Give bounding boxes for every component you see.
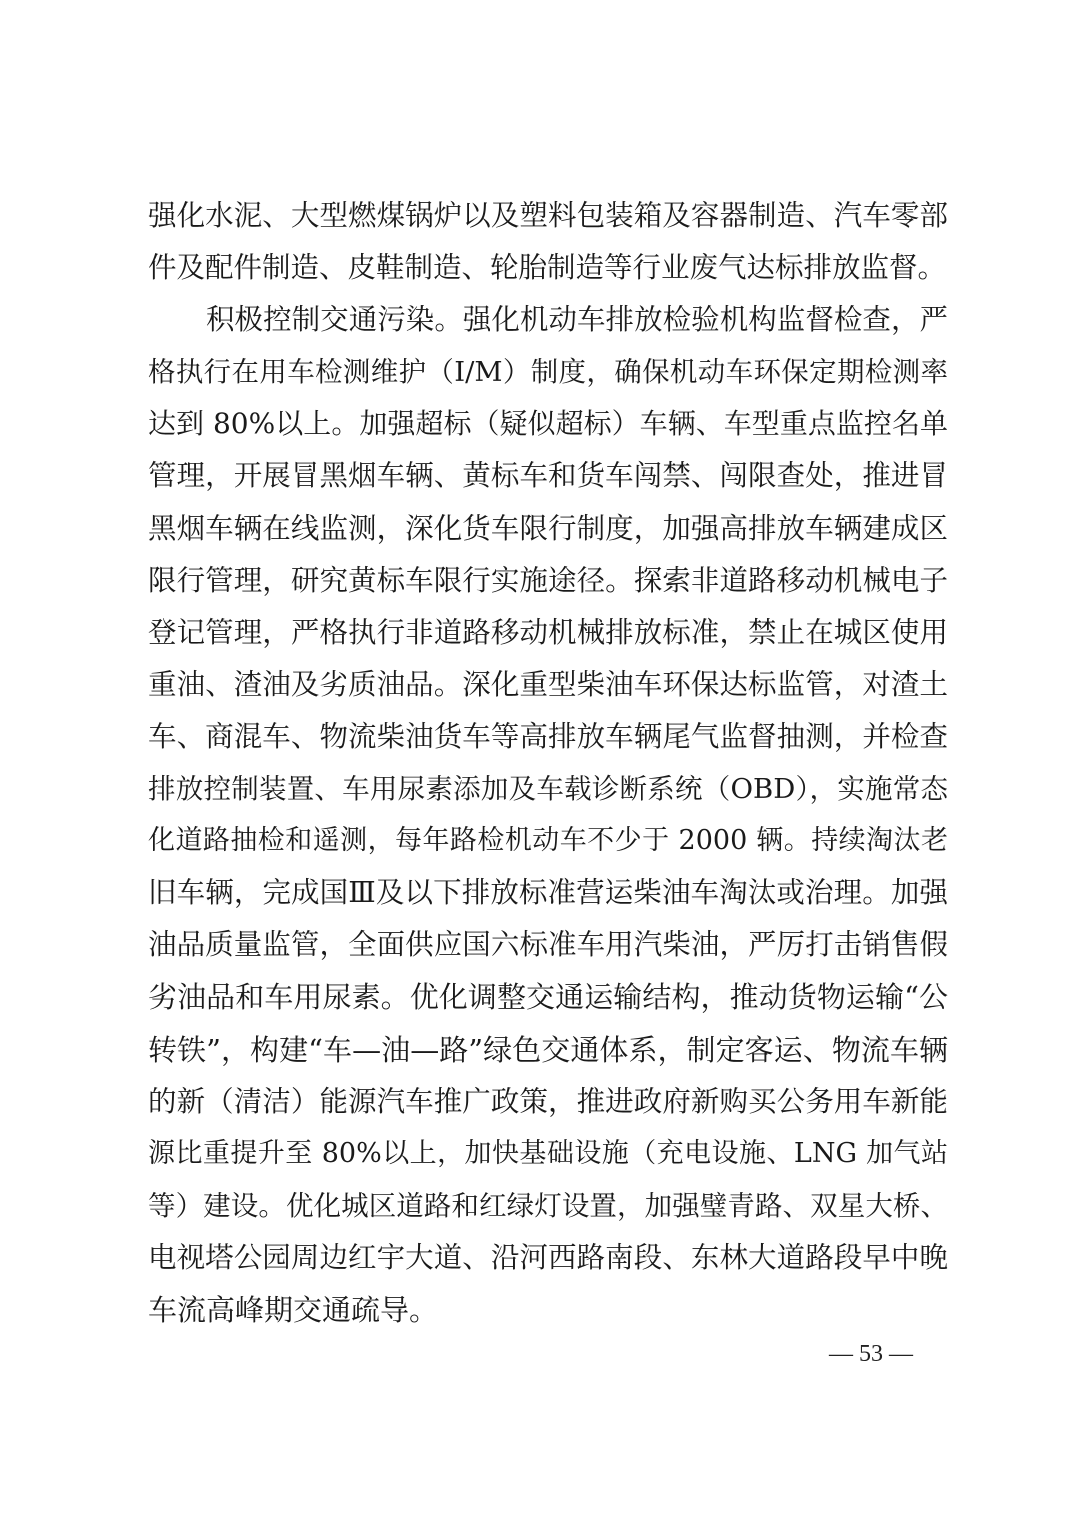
text-line: 转铁”，构建“车—油—路”绿色交通体系，制定客运、物流车辆 bbox=[148, 1032, 948, 1067]
text-line: 旧车辆，完成国Ⅲ及以下排放标准营运柴油车淘汰或治理。加强 bbox=[148, 876, 948, 910]
paragraph-first-line: 积极控制交通污染。强化机动车排放检验机构监督检查，严 bbox=[206, 303, 948, 337]
text-line: 劣油品和车用尿素。优化调整交通运输结构，推动货物运输“公 bbox=[148, 980, 948, 1015]
text-line: 件及配件制造、皮鞋制造、轮胎制造等行业废气达标排放监督。 bbox=[148, 251, 947, 285]
text-line: 排放控制装置、车用尿素添加及车载诊断系统（OBD），实施常态 bbox=[148, 773, 948, 806]
text-line: 等）建设。优化城区道路和红绿灯设置，加强璧青路、双星大桥、 bbox=[148, 1189, 948, 1222]
text-line: 源比重提升至 80%以上，加快基础设施（充电设施、LNG 加气站 bbox=[148, 1137, 948, 1169]
text-line: 的新（清洁）能源汽车推广政策，推进政府新购买公务用车新能 bbox=[148, 1084, 948, 1118]
text-line: 油品质量监管，全面供应国六标准车用汽柴油，严厉打击销售假 bbox=[148, 928, 948, 962]
text-line: 管理，开展冒黑烟车辆、黄标车和货车闯禁、闯限查处，推进冒 bbox=[148, 459, 948, 493]
text-line: 黑烟车辆在线监测，深化货车限行制度，加强高排放车辆建成区 bbox=[148, 511, 948, 545]
text-line: 限行管理，研究黄标车限行实施途径。探索非道路移动机械电子 bbox=[148, 563, 948, 597]
page-number: — 53 — bbox=[829, 1341, 913, 1367]
text-line: 登记管理，严格执行非道路移动机械排放标准，禁止在城区使用 bbox=[148, 615, 948, 649]
text-line: 电视塔公园周边红宇大道、沿河西路南段、东林大道路段早中晚 bbox=[148, 1240, 948, 1274]
text-line: 化道路抽检和遥测，每年路检机动车不少于 2000 辆。持续淘汰老 bbox=[148, 825, 948, 857]
text-line: 强化水泥、大型燃煤锅炉以及塑料包装箱及容器制造、汽车零部 bbox=[148, 199, 948, 232]
text-line: 格执行在用车检测维护（I/M）制度，确保机动车环保定期检测率 bbox=[148, 356, 948, 389]
text-line: 达到 80%以上。加强超标（疑似超标）车辆、车型重点监控名单 bbox=[148, 407, 948, 441]
text-line: 车流高峰期交通疏导。 bbox=[148, 1292, 439, 1327]
text-line: 重油、渣油及劣质油品。深化重型柴油车环保达标监管，对渣土 bbox=[148, 667, 948, 701]
body-text bbox=[148, 190, 948, 1336]
text-line: 车、商混车、物流柴油货车等高排放车辆尾气监督抽测，并检查 bbox=[148, 719, 948, 753]
